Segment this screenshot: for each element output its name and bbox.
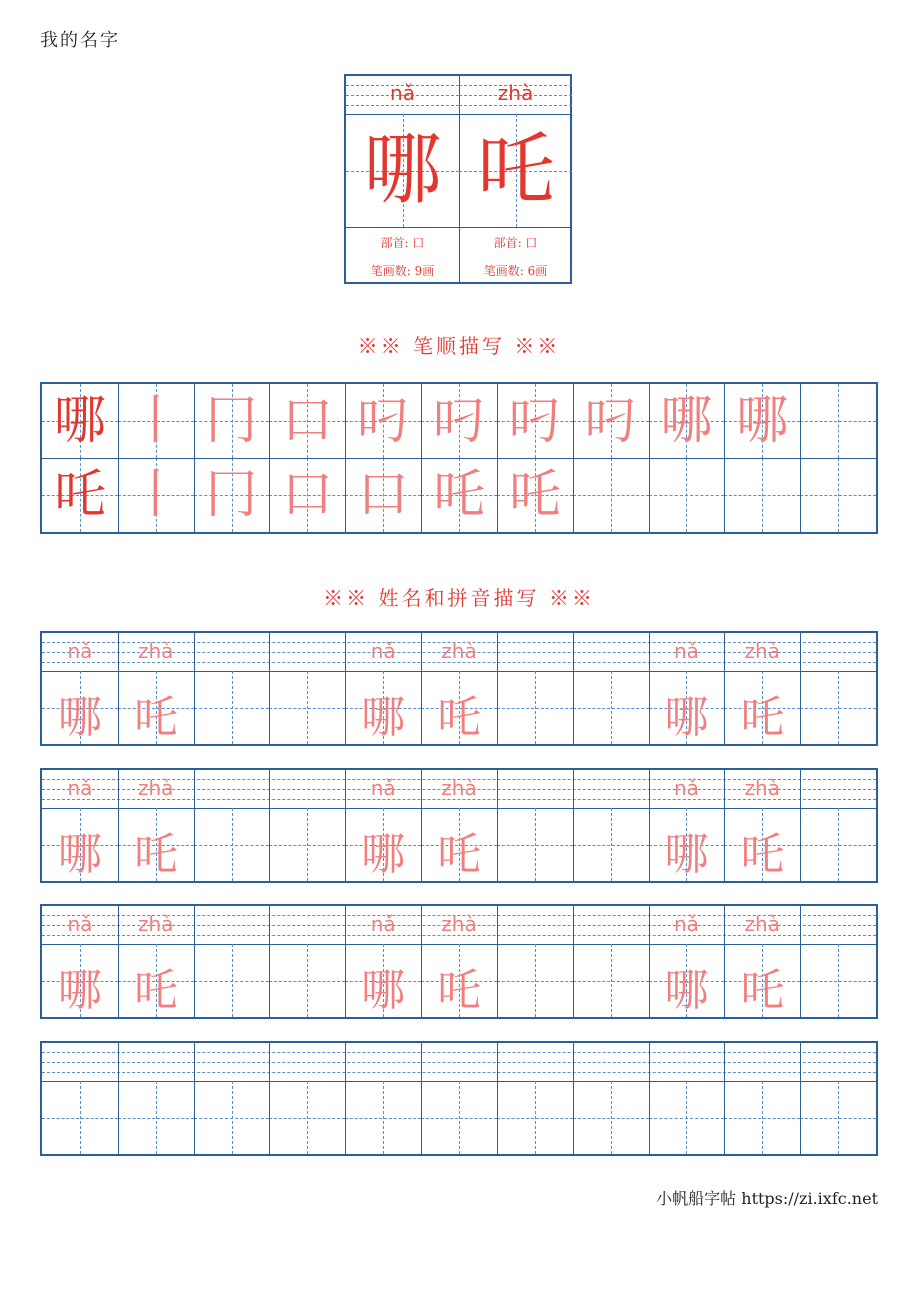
trace-pinyin: nǎ [67,639,93,663]
section-title-name-pinyin: ※※ 姓名和拼音描写 ※※ [323,586,595,610]
name-pinyin-grid-4 [40,1041,878,1156]
cell-divider [194,770,195,881]
guide-line [269,708,345,709]
cell-divider [269,906,270,1017]
trace-character: 哪 [361,829,406,880]
guide-line [573,981,649,982]
writing-cell [194,808,270,881]
cell-divider [800,1043,801,1154]
writing-cell [118,1081,194,1154]
writing-cell [421,1081,497,1154]
card-column-na [346,76,460,282]
writing-cell [649,1081,725,1154]
writing-cell [800,944,876,1017]
writing-cell [573,671,649,744]
trace-pinyin: zhà [441,912,477,936]
guide-line [573,1118,649,1119]
stroke-step-char: 哪 [660,391,713,451]
guide-line [573,495,649,496]
cell-divider [573,633,574,744]
trace-character: 吒 [133,692,178,743]
guide-line [800,421,876,422]
writing-cell [42,1081,118,1154]
guide-line [42,1052,876,1053]
guide-line [724,495,800,496]
row-divider [42,458,876,459]
practice-cell [421,458,497,532]
stroke-step-char: 吒 [508,465,561,525]
practice-cell [345,384,421,458]
cell-divider [800,633,801,744]
trace-character: 哪 [361,692,406,743]
cell-divider [649,1043,650,1154]
guide-line [118,1118,194,1119]
trace-pinyin: nǎ [370,912,396,936]
trace-character: 吒 [740,965,785,1016]
trace-character: 哪 [57,829,102,880]
guide-line [269,1118,345,1119]
practice-cell [497,384,573,458]
trace-pinyin: nǎ [673,776,699,800]
cell-divider [724,1043,725,1154]
stroke-step-char: 丨 [129,465,182,525]
guide-line [42,1072,876,1073]
trace-character: 哪 [664,965,709,1016]
cell-divider [800,906,801,1017]
pinyin-text: nǎ [390,81,415,105]
guide-line [649,1118,725,1119]
practice-cell [649,384,725,458]
guide-line [800,708,876,709]
stroke-step-char: 吒 [432,465,485,525]
guide-line [800,495,876,496]
cell-divider [194,1043,195,1154]
stroke-step-char: 丨 [129,391,182,451]
trace-pinyin: nǎ [673,912,699,936]
trace-character: 哪 [664,692,709,743]
hanzi-box [459,114,572,228]
guide-line [649,495,725,496]
writing-cell [269,671,345,744]
practice-cell [573,458,649,532]
writing-cell [345,1081,421,1154]
guide-line [421,1118,497,1119]
writing-cell [194,671,270,744]
stroke-step-char: 冂 [205,391,258,451]
guide-line [800,981,876,982]
cell-divider [194,906,195,1017]
cell-divider [497,906,498,1017]
cell-divider [269,633,270,744]
writing-cell [497,808,573,881]
stroke-step-char: 哪 [53,391,106,451]
trace-character: 哪 [361,965,406,1016]
writing-cell [269,1081,345,1154]
writing-cell [800,1081,876,1154]
guide-line [42,1062,876,1063]
practice-cell [573,384,649,458]
trace-pinyin: zhà [138,912,174,936]
writing-cell [573,808,649,881]
trace-pinyin: nǎ [370,639,396,663]
cell-divider [497,633,498,744]
radical-label: 部首: 口 [493,236,538,250]
cell-divider [573,1043,574,1154]
guide-line [497,708,573,709]
guide-line [459,105,572,106]
stroke-count-label: 笔画数: 9画 [370,264,435,278]
writing-cell [497,1081,573,1154]
cell-divider [573,770,574,881]
guide-line [42,1118,118,1119]
name-pinyin-grid-2 [40,768,878,883]
trace-character: 吒 [436,829,481,880]
character-card [344,74,572,284]
practice-cell [269,384,345,458]
hanzi-box [346,114,459,228]
writing-cell [269,944,345,1017]
trace-pinyin: zhà [138,776,174,800]
practice-cell [724,458,800,532]
stroke-step-char: 吒 [53,465,106,525]
writing-cell [800,808,876,881]
trace-pinyin: zhà [441,639,477,663]
trace-character: 吒 [133,829,178,880]
trace-pinyin: zhà [441,776,477,800]
guide-line [269,845,345,846]
stroke-step-char: 叼 [432,391,485,451]
cell-divider [800,770,801,881]
guide-line [345,1118,421,1119]
name-pinyin-grid-1 [40,631,878,746]
writing-cell [269,808,345,881]
guide-line [573,845,649,846]
stroke-step-char: 口 [281,465,334,525]
writing-cell [573,944,649,1017]
guide-line [194,1118,270,1119]
trace-pinyin: nǎ [67,912,93,936]
pinyin-text: zhà [497,81,534,105]
guide-line [497,1118,573,1119]
writing-cell [497,944,573,1017]
practice-cell [800,384,876,458]
writing-cell [497,671,573,744]
cell-divider [269,1043,270,1154]
trace-pinyin: zhà [744,639,780,663]
cell-divider [345,1043,346,1154]
trace-character: 吒 [133,965,178,1016]
cell-divider [118,1043,119,1154]
radical-label: 部首: 口 [380,236,425,250]
trace-pinyin: zhà [744,912,780,936]
cell-divider [497,770,498,881]
writing-cell [194,1081,270,1154]
practice-cell [497,458,573,532]
guide-line [724,1118,800,1119]
cell-divider [194,633,195,744]
cell-divider [497,1043,498,1154]
big-character: 哪 [363,125,442,215]
practice-cell [118,458,194,532]
guide-line [800,1118,876,1119]
guide-line [269,981,345,982]
guide-line [800,845,876,846]
practice-cell [194,384,270,458]
guide-line [573,708,649,709]
practice-cell [269,458,345,532]
practice-cell [724,384,800,458]
stroke-step-char: 叼 [584,391,637,451]
trace-character: 吒 [740,829,785,880]
writing-cell [194,944,270,1017]
practice-cell [194,458,270,532]
cell-divider [269,770,270,881]
my-name-label: 我的名字 [40,30,120,51]
trace-pinyin: nǎ [370,776,396,800]
practice-cell [345,458,421,532]
big-character: 吒 [476,125,555,215]
practice-cell [118,384,194,458]
trace-character: 哪 [57,692,102,743]
practice-cell [800,458,876,532]
stroke-step-char: 哪 [736,391,789,451]
guide-line [497,981,573,982]
guide-line [194,708,270,709]
guide-line [346,105,459,106]
guide-line [497,845,573,846]
stroke-step-char: 叼 [357,391,410,451]
footer-credit: 小帆船字帖 https://zi.ixfc.net [656,1189,878,1208]
practice-cell [42,384,118,458]
stroke-step-char: 口 [357,465,410,525]
trace-character: 吒 [436,692,481,743]
stroke-order-grid [40,382,878,534]
practice-cell [649,458,725,532]
trace-character: 哪 [664,829,709,880]
trace-pinyin: zhà [138,639,174,663]
stroke-step-char: 冂 [205,465,258,525]
guide-line [194,845,270,846]
practice-cell [42,458,118,532]
writing-cell [573,1081,649,1154]
stroke-count-label: 笔画数: 6画 [483,264,548,278]
guide-line [194,981,270,982]
section-title-stroke-order: ※※ 笔顺描写 ※※ [357,334,561,358]
name-pinyin-grid-3 [40,904,878,1019]
writing-cell [800,671,876,744]
practice-cell [421,384,497,458]
trace-character: 吒 [740,692,785,743]
trace-pinyin: nǎ [67,776,93,800]
trace-pinyin: zhà [744,776,780,800]
stroke-step-char: 叼 [508,391,561,451]
pinyin-band [346,76,459,115]
cell-divider [421,1043,422,1154]
trace-character: 哪 [57,965,102,1016]
trace-character: 吒 [436,965,481,1016]
pinyin-band [459,76,572,115]
writing-cell [724,1081,800,1154]
card-column-zha [459,76,572,282]
stroke-step-char: 口 [281,391,334,451]
trace-pinyin: nǎ [673,639,699,663]
cell-divider [573,906,574,1017]
